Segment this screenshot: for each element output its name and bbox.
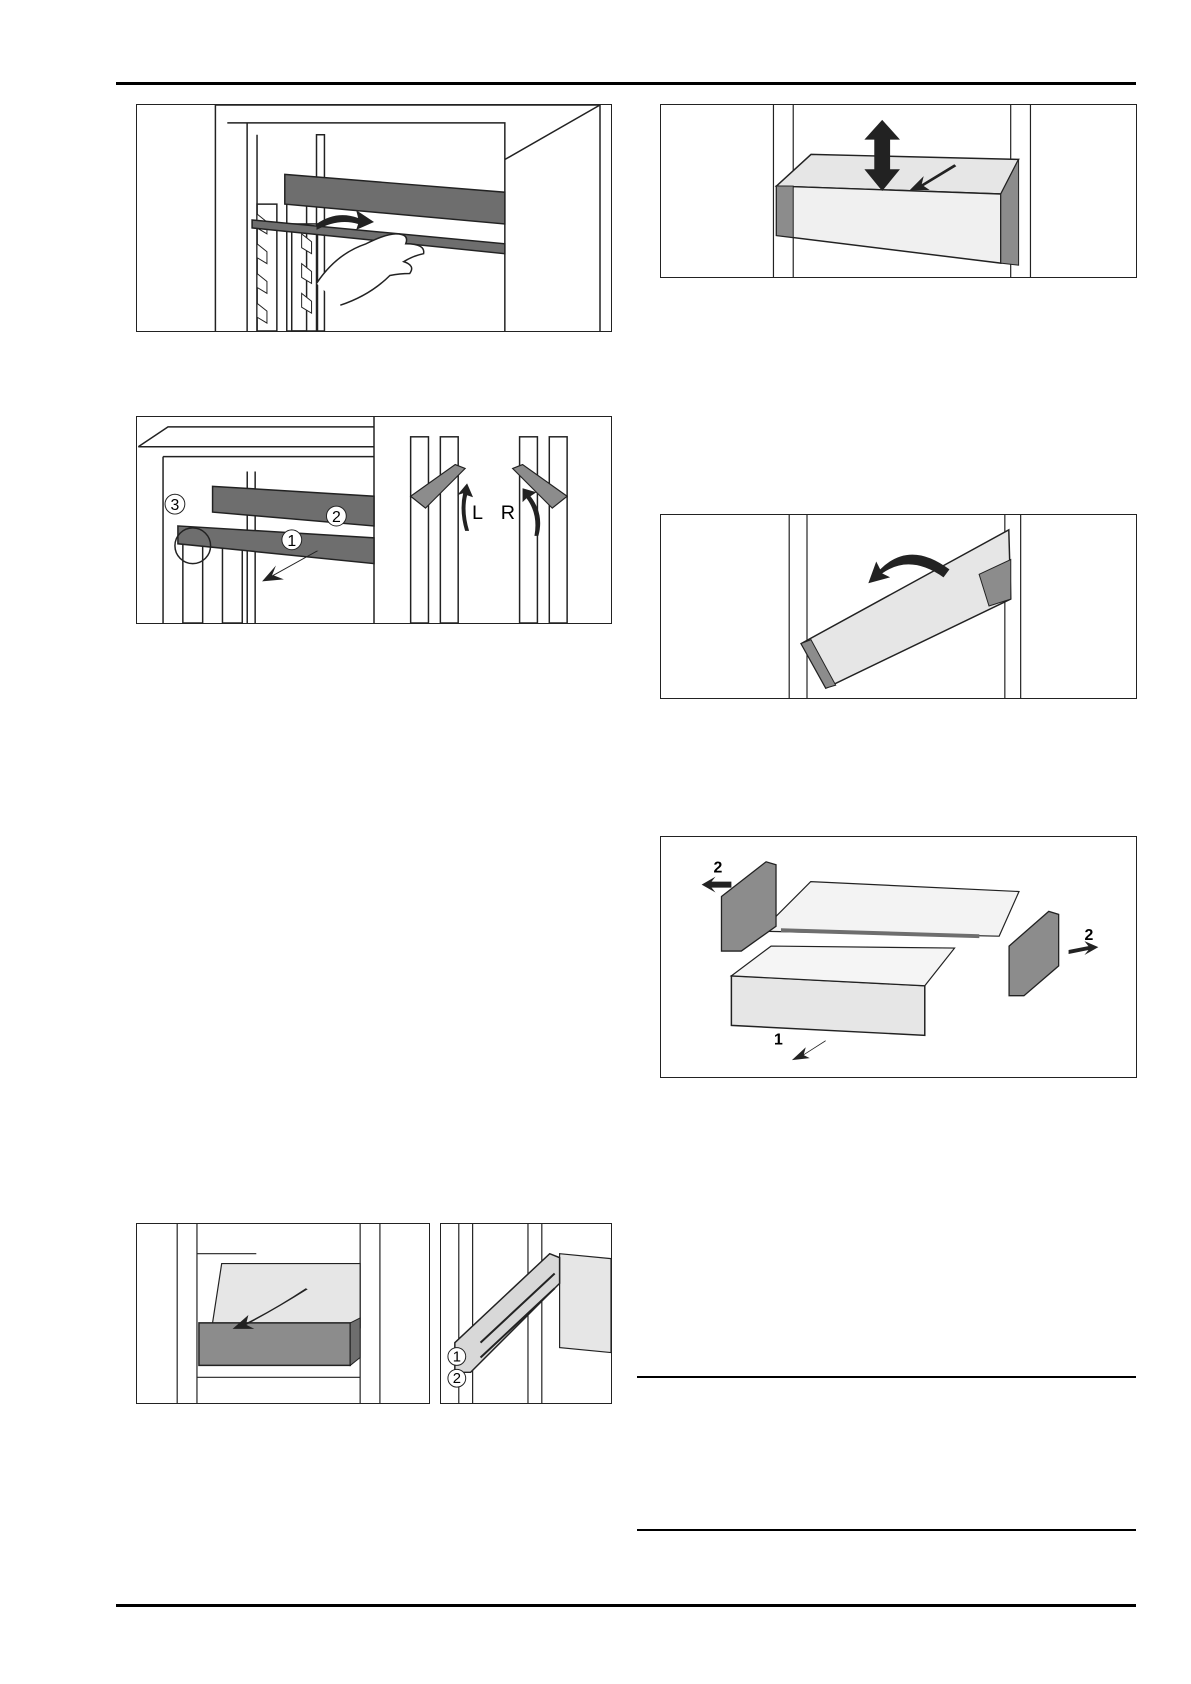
figure-box-lift <box>660 104 1137 278</box>
header-rule <box>116 82 1136 85</box>
shelf-slide-illustration <box>137 105 611 331</box>
upper-shelf <box>285 174 505 224</box>
box-front <box>776 186 1000 263</box>
step-label-left: 2 <box>713 859 723 877</box>
figure-shelf-slide-in <box>136 104 612 332</box>
shelf-remove-illustration <box>137 417 611 623</box>
glass-shelf <box>761 882 1019 937</box>
side-label-left: L <box>472 502 484 525</box>
figure-drawer-rails <box>440 1223 612 1404</box>
drawer-front <box>199 1323 350 1366</box>
callout-3: 3 <box>170 497 180 515</box>
footer-rule <box>116 1604 1136 1607</box>
note-top-rule <box>637 1376 1136 1378</box>
callout-2: 2 <box>331 508 341 526</box>
callout-2: 2 <box>452 1371 461 1388</box>
rail-assembly <box>452 1254 560 1373</box>
drawer-exploded-illustration <box>661 837 1136 1077</box>
hand-icon <box>317 234 424 305</box>
shelf-1 <box>178 526 374 564</box>
right-bracket <box>513 465 567 509</box>
left-rail-bracket <box>721 862 776 951</box>
box-tilt-illustration <box>661 515 1136 698</box>
figure-box-tilt <box>660 514 1137 699</box>
figure-drawer-pull <box>136 1223 430 1404</box>
left-rotate-arrow-icon <box>457 483 473 531</box>
left-arrow-icon <box>702 877 732 893</box>
side-label-right: R <box>500 502 516 525</box>
step-label-right: 2 <box>1084 927 1094 945</box>
note-bottom-rule <box>637 1529 1136 1531</box>
box-lift-illustration <box>661 105 1136 277</box>
callout-1: 1 <box>287 532 297 550</box>
callout-1: 1 <box>452 1349 461 1366</box>
right-arrow-icon <box>1069 941 1099 955</box>
shelf-2 <box>213 486 374 526</box>
figure-drawer-exploded <box>660 836 1137 1078</box>
right-rail-bracket <box>1009 911 1059 995</box>
front-arrow-icon <box>792 1040 826 1060</box>
figure-shelf-remove <box>136 416 612 624</box>
left-bracket <box>411 465 465 509</box>
drawer-rails-illustration <box>441 1224 611 1403</box>
step-label-front: 1 <box>774 1031 783 1049</box>
box-body <box>801 530 1011 688</box>
drawer-pull-illustration <box>137 1224 429 1403</box>
